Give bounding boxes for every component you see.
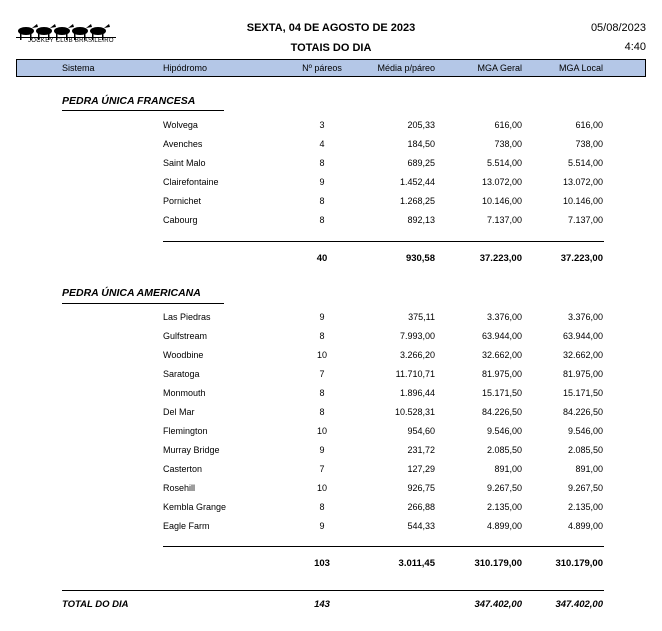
table-cell-media: 127,29	[407, 464, 435, 474]
table-cell-pareos: 9	[319, 445, 325, 455]
table-cell-pareos: 8	[319, 502, 325, 512]
table-cell-mga-local: 738,00	[575, 139, 603, 149]
subtotal-mga-geral: 37.223,00	[479, 253, 522, 264]
table-cell-media: 689,25	[407, 158, 435, 168]
column-header-pareos: Nº páreos	[302, 63, 342, 73]
table-cell-media: 892,13	[407, 215, 435, 225]
table-cell-media: 10.528,31	[394, 407, 435, 417]
table-cell-media: 184,50	[407, 139, 435, 149]
section-title: PEDRA ÚNICA AMERICANA	[62, 287, 201, 299]
table-cell-pareos: 8	[319, 388, 325, 398]
table-cell-pareos: 8	[319, 158, 325, 168]
table-cell-mga-local: 9.546,00	[567, 426, 603, 436]
table-cell-media: 7.993,00	[399, 331, 435, 341]
table-cell-mga-local: 5.514,00	[567, 158, 603, 168]
table-cell-pareos: 3	[319, 120, 325, 130]
table-cell-hipodromo: Pornichet	[163, 196, 202, 206]
subtotal-pareos: 40	[316, 253, 328, 264]
table-cell-mga-geral: 81.975,00	[481, 369, 522, 379]
table-cell-mga-local: 84.226,50	[562, 407, 603, 417]
table-cell-mga-local: 4.899,00	[567, 521, 603, 531]
table-cell-mga-local: 3.376,00	[567, 312, 603, 322]
table-cell-hipodromo: Avenches	[163, 139, 203, 149]
section-title: PEDRA ÚNICA FRANCESA	[62, 95, 196, 107]
table-cell-hipodromo: Las Piedras	[163, 312, 211, 322]
report-time: 4:40	[624, 41, 646, 53]
table-cell-mga-geral: 9.546,00	[486, 426, 522, 436]
table-cell-pareos: 8	[319, 196, 325, 206]
table-cell-mga-geral: 63.944,00	[481, 331, 522, 341]
table-cell-mga-geral: 616,00	[494, 120, 522, 130]
subtotal-mga-local: 310.179,00	[555, 558, 603, 569]
table-cell-mga-local: 616,00	[575, 120, 603, 130]
table-cell-hipodromo: Rosehill	[163, 483, 196, 493]
table-cell-mga-geral: 84.226,50	[481, 407, 522, 417]
table-cell-hipodromo: Saratoga	[163, 369, 200, 379]
table-cell-media: 544,33	[407, 521, 435, 531]
subtotal-mga-geral: 310.179,00	[474, 558, 522, 569]
table-cell-mga-geral: 9.267,50	[486, 483, 522, 493]
table-cell-pareos: 7	[319, 369, 325, 379]
grand-total-mga-geral: 347.402,00	[474, 599, 522, 610]
table-cell-pareos: 4	[319, 139, 325, 149]
table-cell-media: 375,11	[408, 312, 435, 322]
report-subtitle: TOTAIS DO DIA	[290, 42, 372, 54]
column-header-mga-geral: MGA Geral	[477, 63, 522, 73]
table-cell-media: 1.452,44	[399, 177, 435, 187]
table-cell-mga-local: 2.135,00	[567, 502, 603, 512]
column-header-media: Média p/páreo	[377, 63, 435, 73]
table-cell-pareos: 7	[319, 464, 325, 474]
table-cell-pareos: 10	[316, 350, 327, 360]
table-cell-hipodromo: Clairefontaine	[163, 177, 219, 187]
table-cell-mga-local: 63.944,00	[562, 331, 603, 341]
table-cell-pareos: 9	[319, 521, 325, 531]
table-cell-mga-geral: 10.146,00	[481, 196, 522, 206]
table-cell-media: 11.710,71	[395, 369, 435, 379]
table-cell-hipodromo: Del Mar	[163, 407, 195, 417]
table-cell-hipodromo: Monmouth	[163, 388, 206, 398]
table-cell-pareos: 8	[319, 331, 325, 341]
subtotal-pareos: 103	[314, 558, 330, 569]
table-cell-hipodromo: Flemington	[163, 426, 208, 436]
table-cell-media: 926,75	[407, 483, 435, 493]
table-cell-hipodromo: Woodbine	[163, 350, 204, 360]
table-cell-mga-geral: 2.085,50	[486, 445, 522, 455]
table-cell-mga-local: 891,00	[575, 464, 603, 474]
table-cell-pareos: 10	[316, 483, 327, 493]
table-cell-pareos: 9	[319, 312, 325, 322]
table-cell-mga-local: 10.146,00	[562, 196, 603, 206]
table-cell-hipodromo: Saint Malo	[163, 158, 206, 168]
table-cell-hipodromo: Gulfstream	[163, 331, 208, 341]
table-cell-mga-geral: 891,00	[494, 464, 522, 474]
grand-total-pareos: 143	[314, 599, 330, 610]
table-cell-mga-local: 7.137,00	[567, 215, 603, 225]
table-cell-media: 266,88	[407, 502, 435, 512]
section-title-underline	[62, 110, 224, 111]
table-cell-media: 231,72	[407, 445, 435, 455]
table-cell-mga-local: 81.975,00	[562, 369, 603, 379]
table-cell-media: 3.266,20	[399, 350, 435, 360]
subtotal-divider	[163, 546, 604, 547]
table-cell-mga-geral: 15.171,50	[481, 388, 522, 398]
table-cell-mga-local: 32.662,00	[562, 350, 603, 360]
table-cell-mga-local: 15.171,50	[562, 388, 603, 398]
table-cell-mga-local: 2.085,50	[567, 445, 603, 455]
table-cell-hipodromo: Wolvega	[163, 120, 198, 130]
grand-total-label: TOTAL DO DIA	[62, 599, 129, 610]
table-cell-mga-geral: 3.376,00	[486, 312, 522, 322]
table-cell-media: 205,33	[407, 120, 435, 130]
table-cell-pareos: 9	[319, 177, 325, 187]
table-cell-hipodromo: Casterton	[163, 464, 203, 474]
table-cell-mga-geral: 2.135,00	[486, 502, 522, 512]
subtotal-media: 930,58	[405, 253, 435, 264]
table-cell-mga-geral: 5.514,00	[486, 158, 522, 168]
table-cell-mga-geral: 4.899,00	[486, 521, 522, 531]
report-date: 05/08/2023	[590, 22, 646, 34]
column-header-sistema: Sistema	[62, 63, 95, 73]
column-header-hipodromo: Hipódromo	[163, 63, 208, 73]
subtotal-divider	[163, 241, 604, 242]
table-cell-media: 954,60	[407, 426, 435, 436]
table-cell-hipodromo: Kembla Grange	[163, 502, 227, 512]
grand-total-mga-local: 347.402,00	[555, 599, 603, 610]
subtotal-mga-local: 37.223,00	[560, 253, 603, 264]
grand-total-divider	[62, 590, 604, 591]
table-cell-mga-geral: 32.662,00	[481, 350, 522, 360]
table-cell-media: 1.268,25	[399, 196, 435, 206]
table-cell-mga-local: 9.267,50	[567, 483, 603, 493]
table-cell-hipodromo: Murray Bridge	[163, 445, 220, 455]
table-cell-mga-geral: 738,00	[494, 139, 522, 149]
table-cell-pareos: 8	[319, 215, 325, 225]
table-cell-media: 1.896,44	[399, 388, 435, 398]
table-cell-hipodromo: Cabourg	[163, 215, 198, 225]
logo-text: JOCKEY CLUB BRASILEIRO	[28, 38, 114, 44]
column-header-mga-local: MGA Local	[558, 63, 603, 73]
table-cell-pareos: 10	[316, 426, 327, 436]
table-cell-pareos: 8	[319, 407, 325, 417]
subtotal-media: 3.011,45	[398, 558, 435, 569]
section-title-underline	[62, 303, 224, 304]
report-title: SEXTA, 04 DE AGOSTO DE 2023	[246, 22, 416, 34]
table-cell-mga-geral: 7.137,00	[486, 215, 522, 225]
table-cell-mga-geral: 13.072,00	[481, 177, 522, 187]
table-cell-mga-local: 13.072,00	[562, 177, 603, 187]
table-cell-hipodromo: Eagle Farm	[163, 521, 210, 531]
